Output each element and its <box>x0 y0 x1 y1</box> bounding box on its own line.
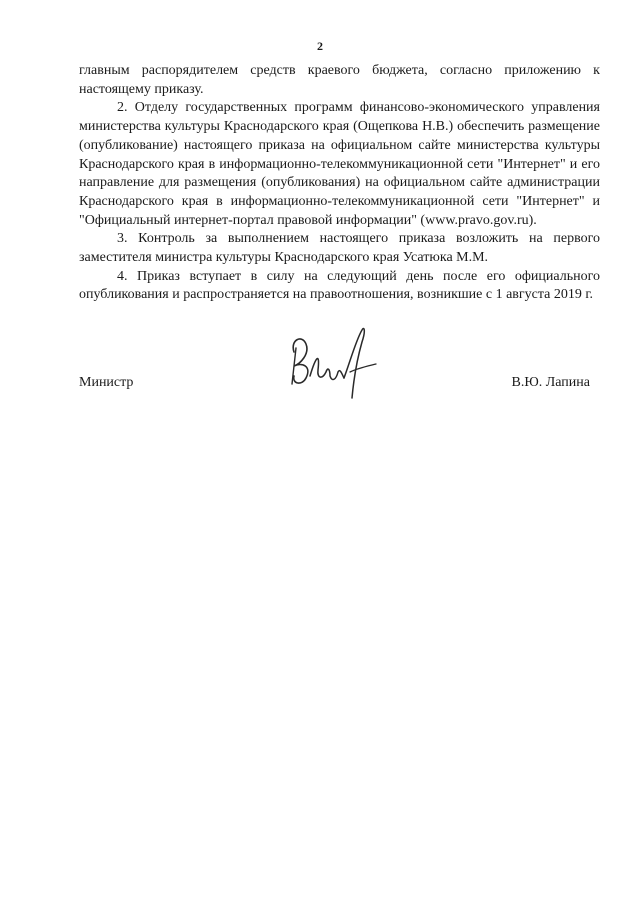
document-body <box>79 62 600 305</box>
paragraph-continuation: главным распорядителем средств краевого бюджета, согласно приложению к настоящему приказу. <box>79 63 600 97</box>
page-number: 2 <box>317 39 323 53</box>
signatory-name: В.Ю. Лапина <box>511 375 590 390</box>
signatory-title: Министр <box>79 375 134 390</box>
paragraph-item-3: 3. Контроль за выполнением настоящего приказа возложить на первого заместителя министра культуры Краснодарского края Усатюка М.М. <box>79 231 600 266</box>
signature-block <box>79 374 600 394</box>
paragraph-item-4: 4. Приказ вступает в силу на следующий день после его официального опубликования и распространяется на правоотношения, возникшие с 1 августа 2019 г. <box>79 268 600 303</box>
paragraph-item-2: 2. Отделу государственных программ финансово-экономического управления министерства культуры Краснодарского края (Ощепкова Н.В.) обеспечить размещение (опубликование) настоящего приказа на официальном сайте министерства культуры Краснодарского края в информационно-телекоммуникационной сети "Интернет" и его направление для размещения (опубликования) на официальном сайте администрации Краснодарского края в информационно-телекоммуникационной сети "Интернет" и "Официальный интернет-портал правовой информации" (www.pravo.gov.ru). <box>79 100 600 228</box>
